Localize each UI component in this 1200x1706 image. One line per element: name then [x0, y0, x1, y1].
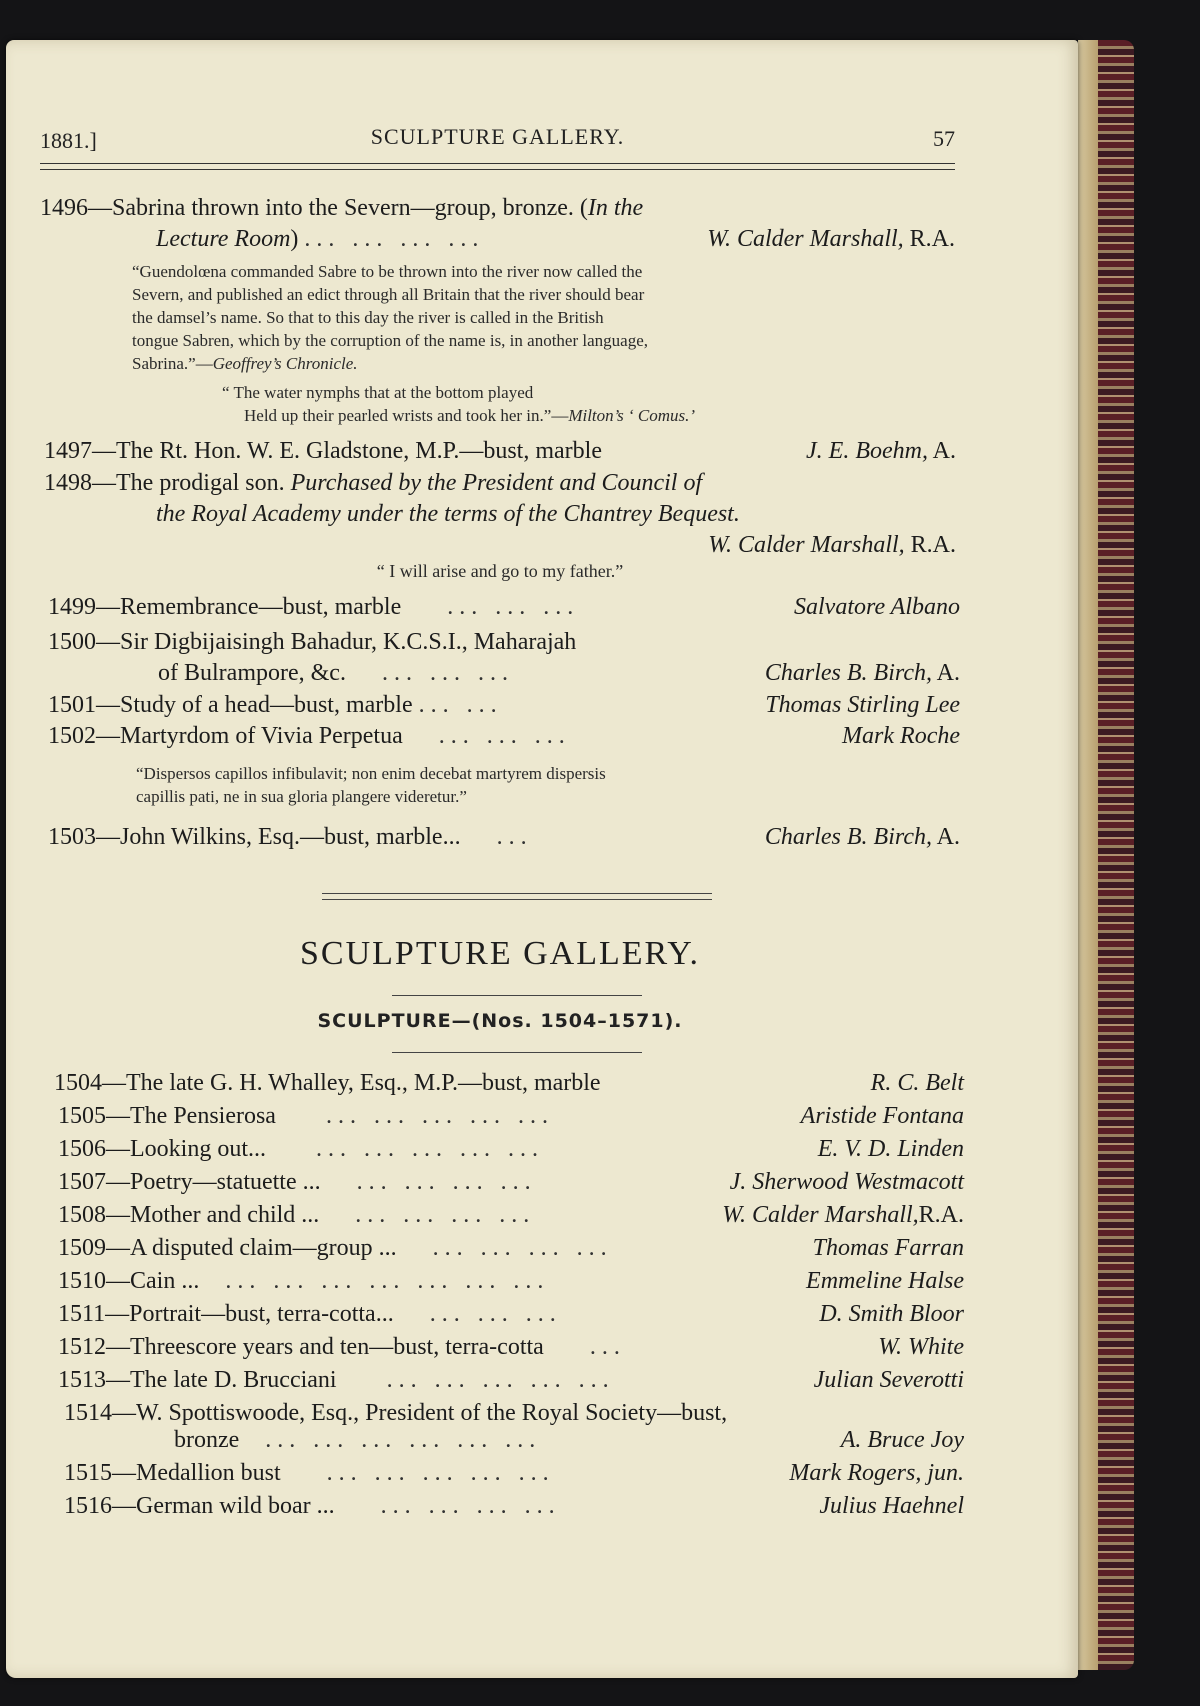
running-header	[40, 124, 955, 154]
entry-1496: 1496—Sabrina thrown into the Severn—group, bronze. (In the Lecture Room) ... ... ... ... W. Calder Marshall, R.A.	[40, 193, 955, 255]
entry-1507: 1507—Poetry—statuette ... ... ... ... ... J. Sherwood Westmacott	[58, 1169, 964, 1195]
entry-1498: 1498—The prodigal son. Purchased by the President and Council of the Royal Academy under the terms of the Chantrey Bequest. W. Calder Marshall, R.A.	[44, 470, 956, 558]
entry-1514: 1514—W. Spottiswoode, Esq., President of the Royal Society—bust, bronze ... ... ... ... ... ... A. Bruce Joy	[64, 1400, 964, 1453]
entry-1511: 1511—Portrait—bust, terra-cotta... ... ... ... D. Smith Bloor	[58, 1301, 964, 1327]
entry-1515: 1515—Medallion bust ... ... ... ... ... Mark Rogers, jun.	[64, 1460, 964, 1486]
entry-1499: 1499—Remembrance—bust, marble ... ... ... Salvatore Albano	[48, 594, 960, 620]
entry-1505: 1505—The Pensierosa ... ... ... ... ... Aristide Fontana	[58, 1103, 964, 1129]
page-stack-edge	[1078, 40, 1098, 1670]
entry-1501: 1501—Study of a head—bust, marble ... ... Thomas Stirling Lee	[48, 692, 960, 718]
quote-milton: “ The water nymphs that at the bottom played Held up their pearled wrists and took her in.”—Milton’s ‘ Comus.’	[222, 383, 696, 425]
header-rule	[40, 163, 955, 170]
entry-1497: 1497—The Rt. Hon. W. E. Gladstone, M.P.—bust, marble J. E. Boehm, A.	[44, 438, 956, 464]
entry-1509: 1509—A disputed claim—group ... ... ... ... ... Thomas Farran	[58, 1235, 964, 1261]
section-rule-bottom	[322, 899, 712, 900]
quote-prodigal: “ I will arise and go to my father.”	[376, 561, 624, 581]
artist: W. Calder Marshall, R.A.	[707, 226, 955, 252]
entry-1510: 1510—Cain ... ... ... ... ... ... ... ... Emmeline Halse	[58, 1268, 964, 1294]
entry-1516: 1516—German wild boar ... ... ... ... ... Julius Haehnel	[64, 1493, 964, 1519]
header-title: SCULPTURE GALLERY.	[370, 124, 625, 149]
title-underline	[392, 995, 642, 996]
quote-geoffrey: “Guendolœna commanded Sabre to be thrown into the river now called the Severn, and published an edict through all Britain that the river should bear the damsel’s name. So that to this day the river is called in the British tongue Sabren, which by the corruption of the name is, in another language, Sabrina.”—Geoffrey’s Chronicle.	[132, 262, 648, 373]
entry-1508: 1508—Mother and child ... ... ... ... ... W. Calder Marshall,R.A.	[58, 1202, 964, 1228]
page-number: 57	[933, 126, 955, 151]
entry-1500: 1500—Sir Digbijaisingh Bahadur, K.C.S.I., Maharajah of Bulrampore, &c. ... ... ... Charles B. Birch, A.	[48, 629, 960, 686]
entry-1502: 1502—Martyrdom of Vivia Perpetua ... ... ... Mark Roche	[48, 723, 960, 749]
entry-1506: 1506—Looking out... ... ... ... ... ... E. V. D. Linden	[58, 1136, 964, 1162]
subtitle-underline	[392, 1052, 642, 1053]
entry-1503: 1503—John Wilkins, Esq.—bust, marble... ... Charles B. Birch, A.	[48, 824, 960, 850]
section-title: SCULPTURE GALLERY.	[300, 935, 700, 972]
quote-perpetua: “Dispersos capillos infibulavit; non enim decebat martyrem dispersis capillis pati, ne in sua gloria plangere videretur.”	[136, 764, 606, 806]
entry-1513: 1513—The late D. Brucciani ... ... ... ... ... Julian Severotti	[58, 1367, 964, 1393]
header-year: 1881.]	[40, 128, 97, 153]
entry-1504: 1504—The late G. H. Whalley, Esq., M.P.—bust, marble R. C. Belt	[54, 1070, 964, 1096]
section-subtitle: SCULPTURE—(Nos. 1504–1571).	[317, 1010, 683, 1032]
entry-1512: 1512—Threescore years and ten—bust, terra-cotta ... W. White	[58, 1334, 964, 1360]
section-rule-top	[322, 893, 712, 894]
